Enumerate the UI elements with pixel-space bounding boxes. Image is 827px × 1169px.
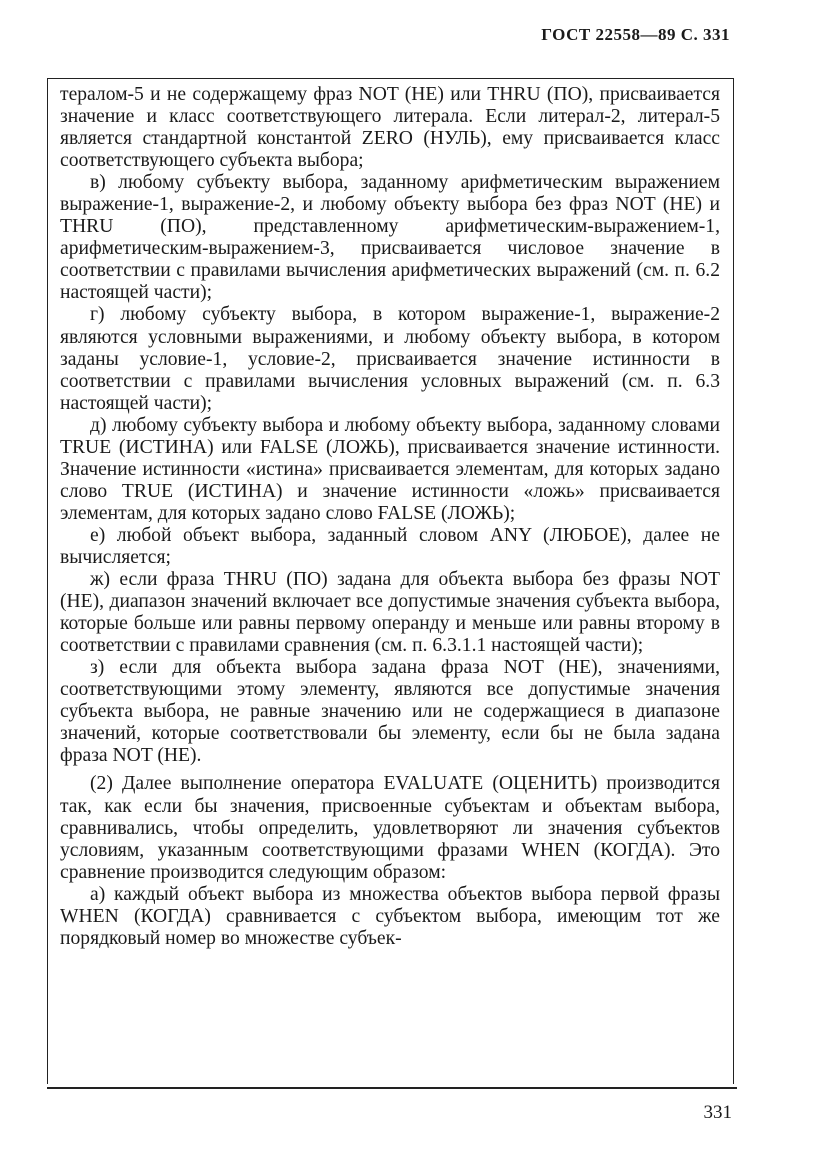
- paragraph-continuation: тералом-5 и не содержащему фраз NOT (НЕ) или THRU (ПО), присваивается значение и класс соответствующего литерала. Если литерал-2, литерал-5 является стандартной константой ZERO (НУЛЬ), ему присваивается класс соответствующего субъекта выбора;: [60, 84, 720, 172]
- paragraph-item-v: в) любому субъекту выбора, заданному арифметическим выражением выражение-1, выражение-2, и любому объекту выбора без фраз NOT (НЕ) и THRU (ПО), представленному арифметическим-выражением-1, арифметическим-выражением-3, присваивается числовое значение в соответствии с правилами вычисления арифметических выражений (см. п. 6.2 настоящей части);: [60, 172, 720, 304]
- paragraph-item-zh: ж) если фраза THRU (ПО) задана для объекта выбора без фразы NOT (НЕ), диапазон значений включает все допустимые значения субъекта выбора, которые больше или равны первому операнду и меньше или равны второму в соответствии с правилами сравнения (см. п. 6.3.1.1 настоящей части);: [60, 569, 720, 657]
- running-header: ГОСТ 22558—89 С. 331: [541, 25, 730, 44]
- page-number: 331: [703, 1102, 732, 1123]
- body-text: [60, 84, 720, 950]
- paragraph-item-a: а) каждый объект выбора из множества объектов выбора первой фразы WHEN (КОГДА) сравнивается с субъектом выбора, имеющим тот же порядковый номер во множестве субъек-: [60, 883, 720, 949]
- paragraph-item-z: з) если для объекта выбора задана фраза NOT (НЕ), значениями, соответствующими этому элементу, являются все допустимые значения субъекта выбора, не равные значению или не содержащиеся в диапазоне значений, которые соответствовали бы элементу, если бы не была задана фраза NOT (НЕ).: [60, 657, 720, 767]
- paragraph-item-e: е) любой объект выбора, заданный словом ANY (ЛЮБОЕ), далее не вычисляется;: [60, 524, 720, 568]
- paragraph-item-g: г) любому субъекту выбора, в котором выражение-1, выражение-2 являются условными выражениями, и любому объекту выбора, в котором заданы условие-1, условие-2, присваивается значение истинности в соответствии с правилами вычисления условных выражений (см. п. 6.3 настоящей части);: [60, 304, 720, 414]
- paragraph-section-2: (2) Далее выполнение оператора EVALUATE (ОЦЕНИТЬ) производится так, как если бы значения, присвоенные субъектам и объектам выбора, сравнивались, чтобы определить, удовлетворяют ли значения субъектов условиям, указанным соответствующими фразами WHEN (КОГДА). Это сравнение производится следующим образом:: [60, 773, 720, 883]
- paragraph-item-d: д) любому субъекту выбора и любому объекту выбора, заданному словами TRUE (ИСТИНА) или FALSE (ЛОЖЬ), присваивается значение истинности. Значение истинности «истина» присваивается элементам, для которых задано слово TRUE (ИСТИНА) и значение истинности «ложь» присваивается элементам, для которых задано слово FALSE (ЛОЖЬ);: [60, 414, 720, 524]
- frame-bottom-rule: [47, 1087, 737, 1089]
